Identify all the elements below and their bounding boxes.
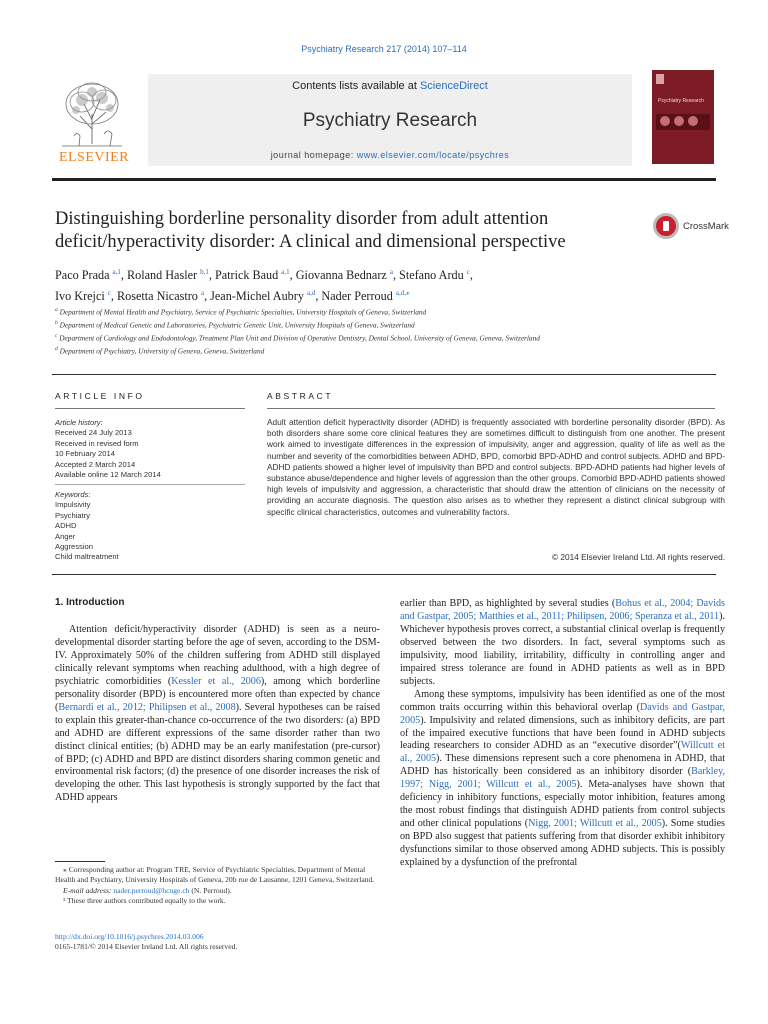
author: Paco Prada $^{a,1}$, — [55, 268, 127, 283]
affiliation: $^c$ Department of Cardiology and Endodontology, Treatment Plan Unit and Division of Operative Dentistry, Dental School, University of Geneva, Geneva, Switzerland — [55, 332, 540, 343]
keyword: Psychiatry — [55, 510, 91, 520]
footnotes — [55, 865, 380, 906]
journal-cover-image — [652, 70, 714, 164]
keywords: Keywords: Impulsivity Psychiatry ADHD Anger Aggression Child maltreatment — [55, 490, 245, 563]
divider — [52, 574, 716, 575]
publisher-name: ELSEVIER — [58, 150, 130, 165]
left-column — [55, 624, 380, 805]
issn-line: 0165-1781/© 2014 Elsevier Ireland Ltd. All rights reserved. — [55, 942, 238, 952]
article-info-heading: ARTICLE INFO — [55, 391, 145, 401]
right-column — [400, 598, 725, 870]
article-history: Article history: Received 24 July 2013 Received in revised form 10 February 2014 Accepted 2 March 2014 Available online 12 March 2014 — [55, 418, 161, 480]
paragraph: Among these symptoms, impulsivity has been identified as one of the most common traits occurring within this behavioral overlap (Davids and Gastpar, 2005). Impulsivity and related dimensions, such as inhibitory deficits, are part of the impaired executive functions that have been found in ADHD subjects leading researchers to consider ADHD as an “executive disorder”(Willcutt et al., 2005). These dimensions represent such a core phenomena in ADHD, that ADHD has historically been considered as an inhibitory disorder (Barkley, 1997; Nigg, 2001; Willcutt et al., 2005). Meta-analyses have shown that deficiency in inhibitory functions, especially motor inhibition, features among the most robust findings that distinguish ADHD patients from control subjects and other clinical populations (Nigg, 2001; Willcutt et al., 2005). Some studies on BPD also suggest that patients suffering from that disorder exhibit inhibitory dysfunctions similar to those observed among ADHD subjects. This is possibly explained by a dysfunction of the prefrontal — [400, 688, 726, 869]
author: Patrick Baud $^{a,1}$, — [214, 268, 296, 283]
keyword: Aggression — [55, 542, 93, 552]
cover-title: Psychiatry Research — [658, 98, 704, 104]
corresponding-author-note: ⁎ Corresponding author at: Program TRE, Service of Psychiatric Specialties, Department of Mental Health and Psychiatry, University Hospitals of Geneva, 20b rue de Lausanne, 1201 Geneva, Switzerland. — [55, 865, 375, 885]
paragraph: earlier than BPD, as highlighted by several studies (Bohus et al., 2004; Davids and Gastpar, 2005; Matthies et al., 2011; Philipsen, 2006; Speranza et al., 2011). Whichever hypothesis proves correct, a substantial clinical overlap is frequently observed between the two disorders. In fact, several symptoms such as impulsivity, mood liability, irritability, difficulty in controlling anger and impaired stress tolerance are found in ADHD patients as well as in BPD subjects. — [400, 598, 725, 687]
cover-logo — [656, 74, 664, 84]
abstract-heading: ABSTRACT — [267, 391, 334, 401]
keyword: Anger — [55, 531, 76, 541]
journal-title: Psychiatry Research — [302, 110, 478, 131]
author: Ivo Krejci $^c$, — [55, 289, 117, 304]
citation-link[interactable]: Bohus et al., 2004; Davids and Gastpar, 2005; Matthies et al., 2011; Philipsen, 2006; Speranza et al., 2011 — [400, 598, 725, 622]
author: Stefano Ardu $^c$, — [399, 268, 473, 283]
author: Giovanna Bednarz $^a$, — [295, 268, 400, 283]
abstract-text: Adult attention deficit hyperactivity disorder (ADHD) is frequently associated with borderline personality disorder (BPD). As both disorders share some core clinical features they are sometimes difficult to distinguish from one another. The present work aimed to investigate differences in the expression of impulsivity, anger and aggression, quality of life as well as the number and severity of the comorbidities between ADHD, BPD, comorbid BPD-ADHD and control subjects. ADHD and BPD-ADHD patients showed a higher level of impulsivity than BPD and control subjects. BPD-ADHD patients had higher levels of substance abuse/dependence and higher levels of aggression than the other groups. Comorbid BPD-ADHD patients showed high levels of impulsivity and aggression, a characteristic that should draw the attention of clinicians on the necessity of providing an accurate diagnosis. The question also arises as to whether they represent a distinct clinical subgroup with specific clinical characteristics, outcomes and vulnerability factors. — [267, 417, 725, 517]
article-title: Distinguishing borderline personality disorder from adult attention deficit/hyperactivity disorder: A clinical and dimensional perspective — [55, 209, 566, 252]
citation-link[interactable]: Willcutt et al., 2005 — [400, 740, 726, 765]
author: Jean-Michel Aubry $^{a,d}$, — [210, 289, 322, 304]
homepage-link[interactable]: www.elsevier.com/locate/psychres — [356, 150, 510, 160]
affiliation: $^d$ Department of Psychiatry, University of Geneva, Geneva, Switzerland — [55, 345, 265, 356]
elsevier-logo — [52, 74, 136, 166]
affiliation: $^a$ Department of Mental Health and Psychiatry, Service of Psychiatric Specialties, University Hospitals of Geneva, Switzerland — [55, 307, 427, 317]
journal-reference[interactable]: Psychiatry Research 217 (2014) 107–114 — [301, 44, 467, 54]
equal-contribution-note: ¹ These three authors contributed equally to the work. — [63, 895, 226, 905]
header-rule — [52, 178, 716, 181]
sciencedirect-link[interactable]: ScienceDirect — [419, 80, 488, 92]
email-link[interactable]: nader.perroud@hcuge.ch — [113, 885, 190, 895]
journal-homepage: journal homepage: www.elsevier.com/locate/psychres — [270, 150, 510, 160]
citation-link[interactable]: Nigg, 2001; Willcutt et al., 2005 — [528, 818, 662, 830]
doi-link[interactable]: http://dx.doi.org/10.1016/j.psychres.2014.03.006 — [55, 932, 204, 941]
journal-masthead — [148, 74, 632, 166]
keyword: Impulsivity — [55, 500, 91, 510]
divider — [52, 374, 716, 375]
author: Nader Perroud $^{a,d,⁎}$ — [321, 289, 410, 304]
paragraph: Attention deficit/hyperactivity disorder (ADHD) is seen as a neuro-developmental disorder starting before the age of seven, according to the DSM-IV. Approximately 50% of the children suffering from ADHD still displayed clinically relevant symptoms when reaching adulthood, with a high degree of psychiatric comorbidities (Kessler et al., 2006), among which borderline personality disorder (BPD) is encountered more often than expected by chance (Bernardi et al., 2012; Philipsen et al., 2008). Several hypotheses can be raised to explain this greater-than-chance co-occurrence of the two disorders: (a) BPD and ADHD are different expressions of the same disorder rather than two distinct clinical entities; (b) ADHD may be an early manifestation (pre-cursor) of BPD; (c) ADHD and BPD are distinct disorders sharing common genetic and environmental risk factors; (d) the presence of one disorder increases the risk of developing the other. This last hypothesis is strongly supported by the fact that ADHD appears — [55, 624, 380, 804]
affiliation: $^b$ Department of Medical Genetic and Laboratories, Psychiatric Genetic Unit, University Hospitals of Geneva, Switzerland — [55, 319, 415, 330]
abstract-copyright: © 2014 Elsevier Ireland Ltd. All rights reserved. — [551, 552, 725, 562]
email-note: E-mail address: nader.perroud@hcuge.ch (N. Perroud). — [63, 885, 232, 895]
citation-link[interactable]: Bernardi et al., 2012; Philipsen et al., 2008 — [58, 701, 236, 713]
affiliations — [55, 305, 675, 357]
citation-link[interactable]: Davids and Gastpar, 2005 — [400, 701, 726, 726]
section-heading: 1. Introduction — [55, 597, 125, 608]
crossmark-icon — [653, 213, 679, 239]
keyword: Child maltreatment — [55, 552, 119, 562]
author: Rosetta Nicastro $^a$, — [117, 289, 211, 304]
contents-line: Contents lists available at ScienceDirect — [292, 80, 488, 92]
citation-link[interactable]: Kessler et al., 2006 — [171, 675, 261, 687]
footnote-rule — [55, 861, 105, 862]
crossmark-badge[interactable] — [653, 213, 729, 241]
author-list — [55, 263, 675, 305]
keyword: ADHD — [55, 521, 77, 531]
author: Roland Hasler $^{b,1}$, — [127, 268, 215, 283]
citation-link[interactable]: Barkley, 1997; Nigg, 2001; Willcutt et al., 2005 — [400, 766, 725, 791]
doi-block — [55, 932, 237, 953]
crossmark-label: CrossMark — [683, 221, 729, 232]
